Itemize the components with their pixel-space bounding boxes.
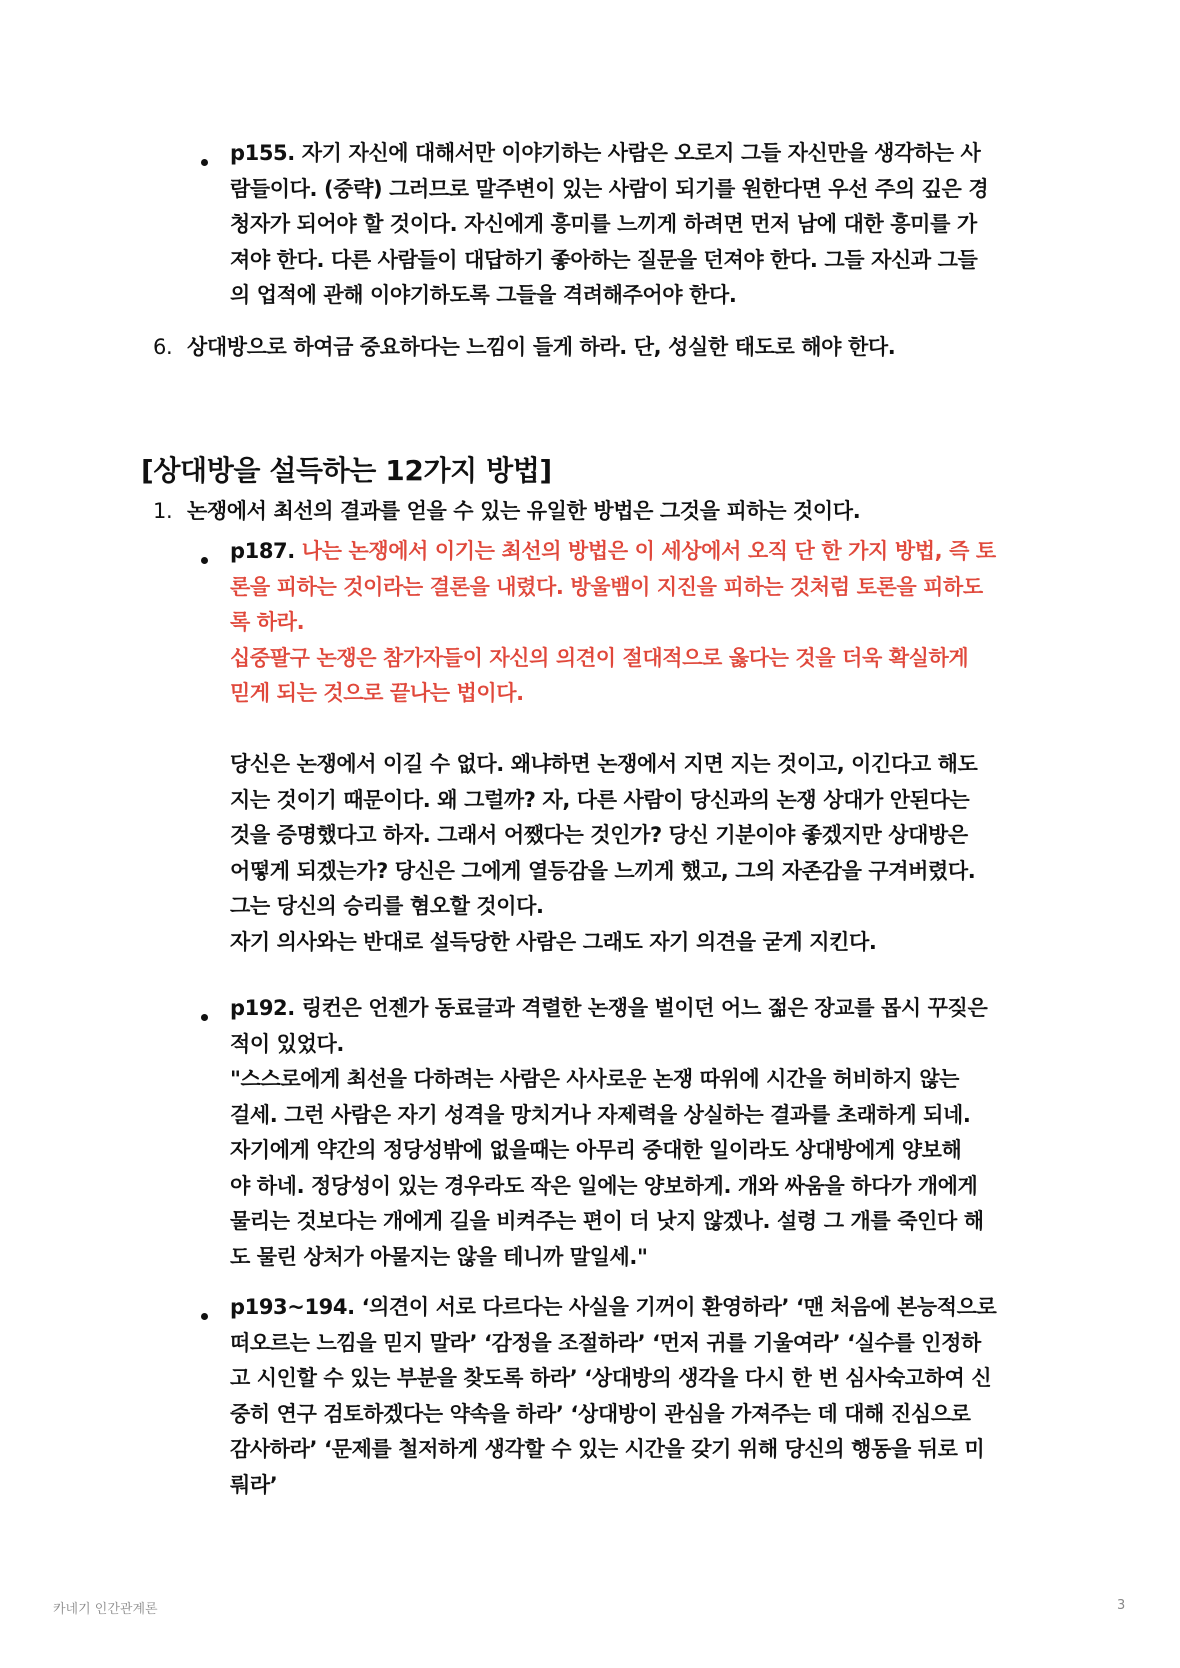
- text-line: 걸세. 그런 사람은 자기 성격을 망치거나 자제력을 상실하는 결과를 초래하게 되네.: [230, 1102, 971, 1127]
- text-line: 뤄라’: [230, 1472, 278, 1497]
- footer-title: 카네기 인간관계론: [53, 1602, 158, 1617]
- text-line: 적이 있었다.: [230, 1031, 344, 1056]
- text-line: 감사하라’ ‘문제를 철저하게 생각할 수 있는 시간을 갖기 위해 당신의 행동을 뒤로 미: [230, 1437, 985, 1461]
- page-number: 3: [1117, 1598, 1126, 1613]
- text-line: 물리는 것보다는 개에게 길을 비켜주는 편이 더 낫지 않겠나. 설령 그 개를 죽인다 해: [230, 1209, 984, 1233]
- text-line: 것을 증명했다고 하자. 그래서 어쨌다는 것인가? 당신 기분이야 좋겠지만 상대방은: [230, 823, 968, 847]
- highlighted-text: 믿게 되는 것으로 끝나는 법이다.: [230, 681, 524, 705]
- highlighted-text: 록 하라.: [230, 610, 305, 634]
- bullet-marker: [201, 1313, 208, 1320]
- text-line: p155. 자기 자신에 대해서만 이야기하는 사람은 오로지 그들 자신만을 생각하는 사: [230, 141, 981, 165]
- bullet-marker: [201, 159, 208, 166]
- text-line: 어떻게 되겠는가? 당신은 그에게 열등감을 느끼게 했고, 그의 자존감을 구겨버렸다.: [230, 858, 976, 883]
- text-line: [230, 534, 1050, 570]
- text-line: "스스로에게 최선을 다하려는 사람은 사사로운 논쟁 따위에 시간을 허비하지 않는: [230, 1067, 959, 1091]
- text-line: 자기 의사와는 반대로 설득당한 사람은 그래도 자기 의견을 굳게 지킨다.: [230, 929, 877, 954]
- text-line: 도 물린 상처가 아물지는 않을 테니까 말일세.": [230, 1244, 648, 1269]
- text-line: 떠오르는 느낌을 믿지 말라’ ‘감정을 조절하라’ ‘먼저 귀를 기울여라’ ‘실수를 인정하: [230, 1330, 981, 1355]
- section-heading: [상대방을 설득하는 12가지 방법]: [141, 454, 552, 487]
- text-line: 그는 당신의 승리를 혐오할 것이다.: [230, 894, 544, 918]
- text-line: 자기에게 약간의 정당성밖에 없을때는 아무리 중대한 일이라도 상대방에게 양보해: [230, 1138, 962, 1162]
- bullet-p155: [230, 136, 1050, 314]
- numbered-item-6: [153, 330, 895, 366]
- bullet-p193-194: [230, 1290, 1050, 1503]
- text-line: 야 하네. 정당성이 있는 경우라도 작은 일에는 양보하게. 개와 싸움을 하다가 개에게: [230, 1173, 978, 1198]
- text-line: p193~194. ‘의견이 서로 다르다는 사실을 기꺼이 환영하라’ ‘맨 처음에 본능적으로: [230, 1295, 997, 1319]
- highlighted-text: 나는 논쟁에서 이기는 최선의 방법은 이 세상에서 오직 단 한 가지 방법, 즉 토: [294, 539, 996, 563]
- highlighted-text: 론을 피하는 것이라는 결론을 내렸다. 방울뱀이 지진을 피하는 것처럼 토론을 피하도: [230, 574, 983, 599]
- item-number: 6.: [153, 335, 173, 359]
- blank-line: [230, 712, 1050, 748]
- text-line: 당신은 논쟁에서 이길 수 없다. 왜냐하면 논쟁에서 지면 지는 것이고, 이긴다고 해도: [230, 752, 978, 776]
- text-line: 람들이다. (중략) 그러므로 말주변이 있는 사람이 되기를 원한다면 우선 주의 깊은 경: [230, 176, 989, 201]
- item-text: 상대방으로 하여금 중요하다는 느낌이 들게 하라. 단, 성실한 태도로 해야 한다.: [187, 335, 896, 359]
- text-line: 중히 연구 검토하겠다는 약속을 하라’ ‘상대방이 관심을 가져주는 데 대해 진심으로: [230, 1401, 971, 1426]
- text-line: 청자가 되어야 할 것이다. 자신에게 흥미를 느끼게 하려면 먼저 남에 대한 흥미를 가: [230, 212, 977, 236]
- text-line: 지는 것이기 때문이다. 왜 그럴까? 자, 다른 사람이 당신과의 논쟁 상대가 안된다는: [230, 787, 970, 812]
- bullet-marker: [201, 557, 208, 564]
- bullet-p187: [230, 534, 1050, 960]
- numbered-item-1: [153, 494, 860, 530]
- item-number: 1.: [153, 499, 173, 523]
- text-line: 의 업적에 관해 이야기하도록 그들을 격려해주어야 한다.: [230, 283, 737, 307]
- page-ref: p187.: [230, 539, 295, 563]
- item-text: 논쟁에서 최선의 결과를 얻을 수 있는 유일한 방법은 그것을 피하는 것이다.: [187, 499, 861, 523]
- text-line: 고 시인할 수 있는 부분을 찾도록 하라’ ‘상대방의 생각을 다시 한 번 심사숙고하여 신: [230, 1366, 992, 1390]
- bullet-marker: [201, 1014, 208, 1021]
- text-line: 져야 한다. 다른 사람들이 대답하기 좋아하는 질문을 던져야 한다. 그들 자신과 그들: [230, 247, 978, 272]
- bullet-p192: [230, 991, 1050, 1275]
- text-line: p192. 링컨은 언젠가 동료글과 격렬한 논쟁을 벌이던 어느 젊은 장교를 몹시 꾸짖은: [230, 996, 988, 1020]
- highlighted-text: 십중팔구 논쟁은 참가자들이 자신의 의견이 절대적으로 옳다는 것을 더욱 확실하게: [230, 645, 969, 670]
